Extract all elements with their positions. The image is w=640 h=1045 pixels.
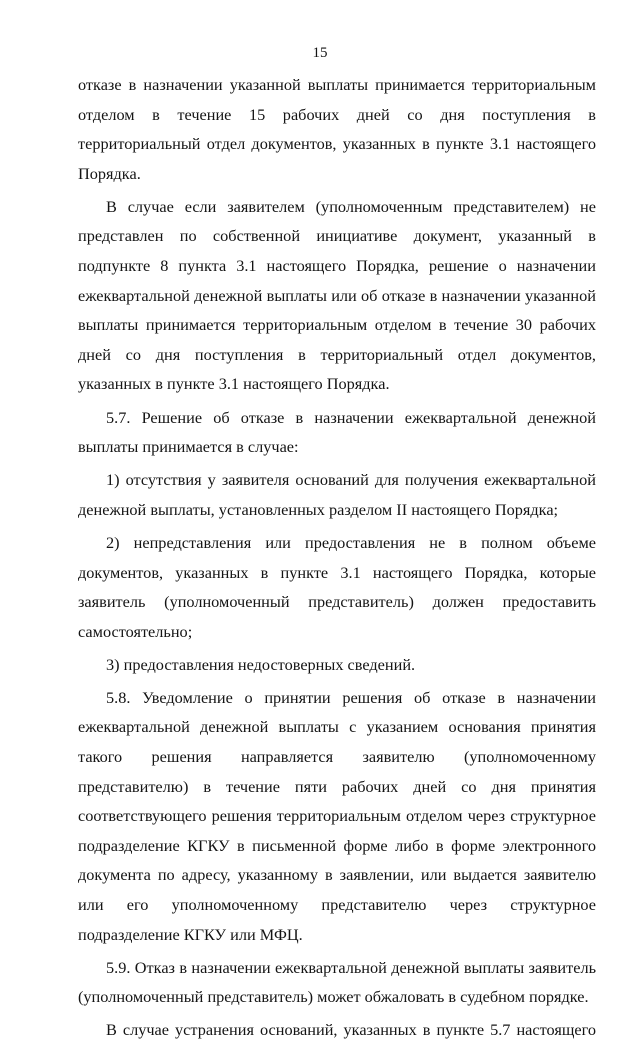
paragraph-grounds-eliminated: В случае устранения оснований, указанных в пункте 5.7 настоящего (106, 1020, 596, 1040)
document-body (78, 70, 596, 1045)
list-item-3: 3) предоставления недостоверных сведений. (106, 654, 416, 674)
list-item-1: 1) отсутствия у заявителя оснований для получения ежеквартальной денежной выплаты, установленных разделом II настоящего Порядка; (78, 470, 596, 519)
paragraph-decision-deadline-continued: отказе в назначении указанной выплаты принимается территориальным отделом в течение 15 рабочих дней со дня поступления в территориальный отдел документов, указанных в пункте 3.1 настоящего Порядка. (78, 75, 596, 183)
paragraph-section-5-7: 5.7. Решение об отказе в назначении ежеквартальной денежной выплаты принимается в случае: (78, 407, 596, 457)
paragraph-missing-document-case: В случае если заявителем (уполномоченным представителем) не представлен по собственной инициативе документ, указанный в подпункте 8 пункта 3.1 настоящего Порядка, решение о назначении ежеквартальной денежной выплаты или об отказе в назначении указанной выплаты принимается территориальным отделом в течение 30 рабочих дней со дня поступления в территориальный отдел документов, указанных в пункте 3.1 настоящего Порядка. (78, 196, 596, 394)
page-number: 15 (312, 45, 328, 61)
paragraph-section-5-8: 5.8. Уведомление о принятии решения об отказе в назначении ежеквартальной денежной выплаты с указанием основания принятия такого решения направляется заявителю (уполномоченному представителю) в течение пяти рабочих дней со дня принятия соответствующего решения территориальным отделом через структурное подразделение КГКУ в письменной форме либо в форме электронного документа по адресу, указанному в заявлении, или выдается заявителю или его уполномоченному представителю через структурное подразделение КГКУ или МФЦ. (78, 687, 596, 944)
paragraph-section-5-9: 5.9. Отказ в назначении ежеквартальной денежной выплаты заявитель (уполномоченный представитель) может обжаловать в судебном порядке. (78, 957, 596, 1007)
list-item-2: 2) непредставления или предоставления не в полном объеме документов, указанных в пункте 3.1 настоящего Порядка, которые заявитель (уполномоченный представитель) должен предоставить самостоятельно; (78, 532, 596, 641)
